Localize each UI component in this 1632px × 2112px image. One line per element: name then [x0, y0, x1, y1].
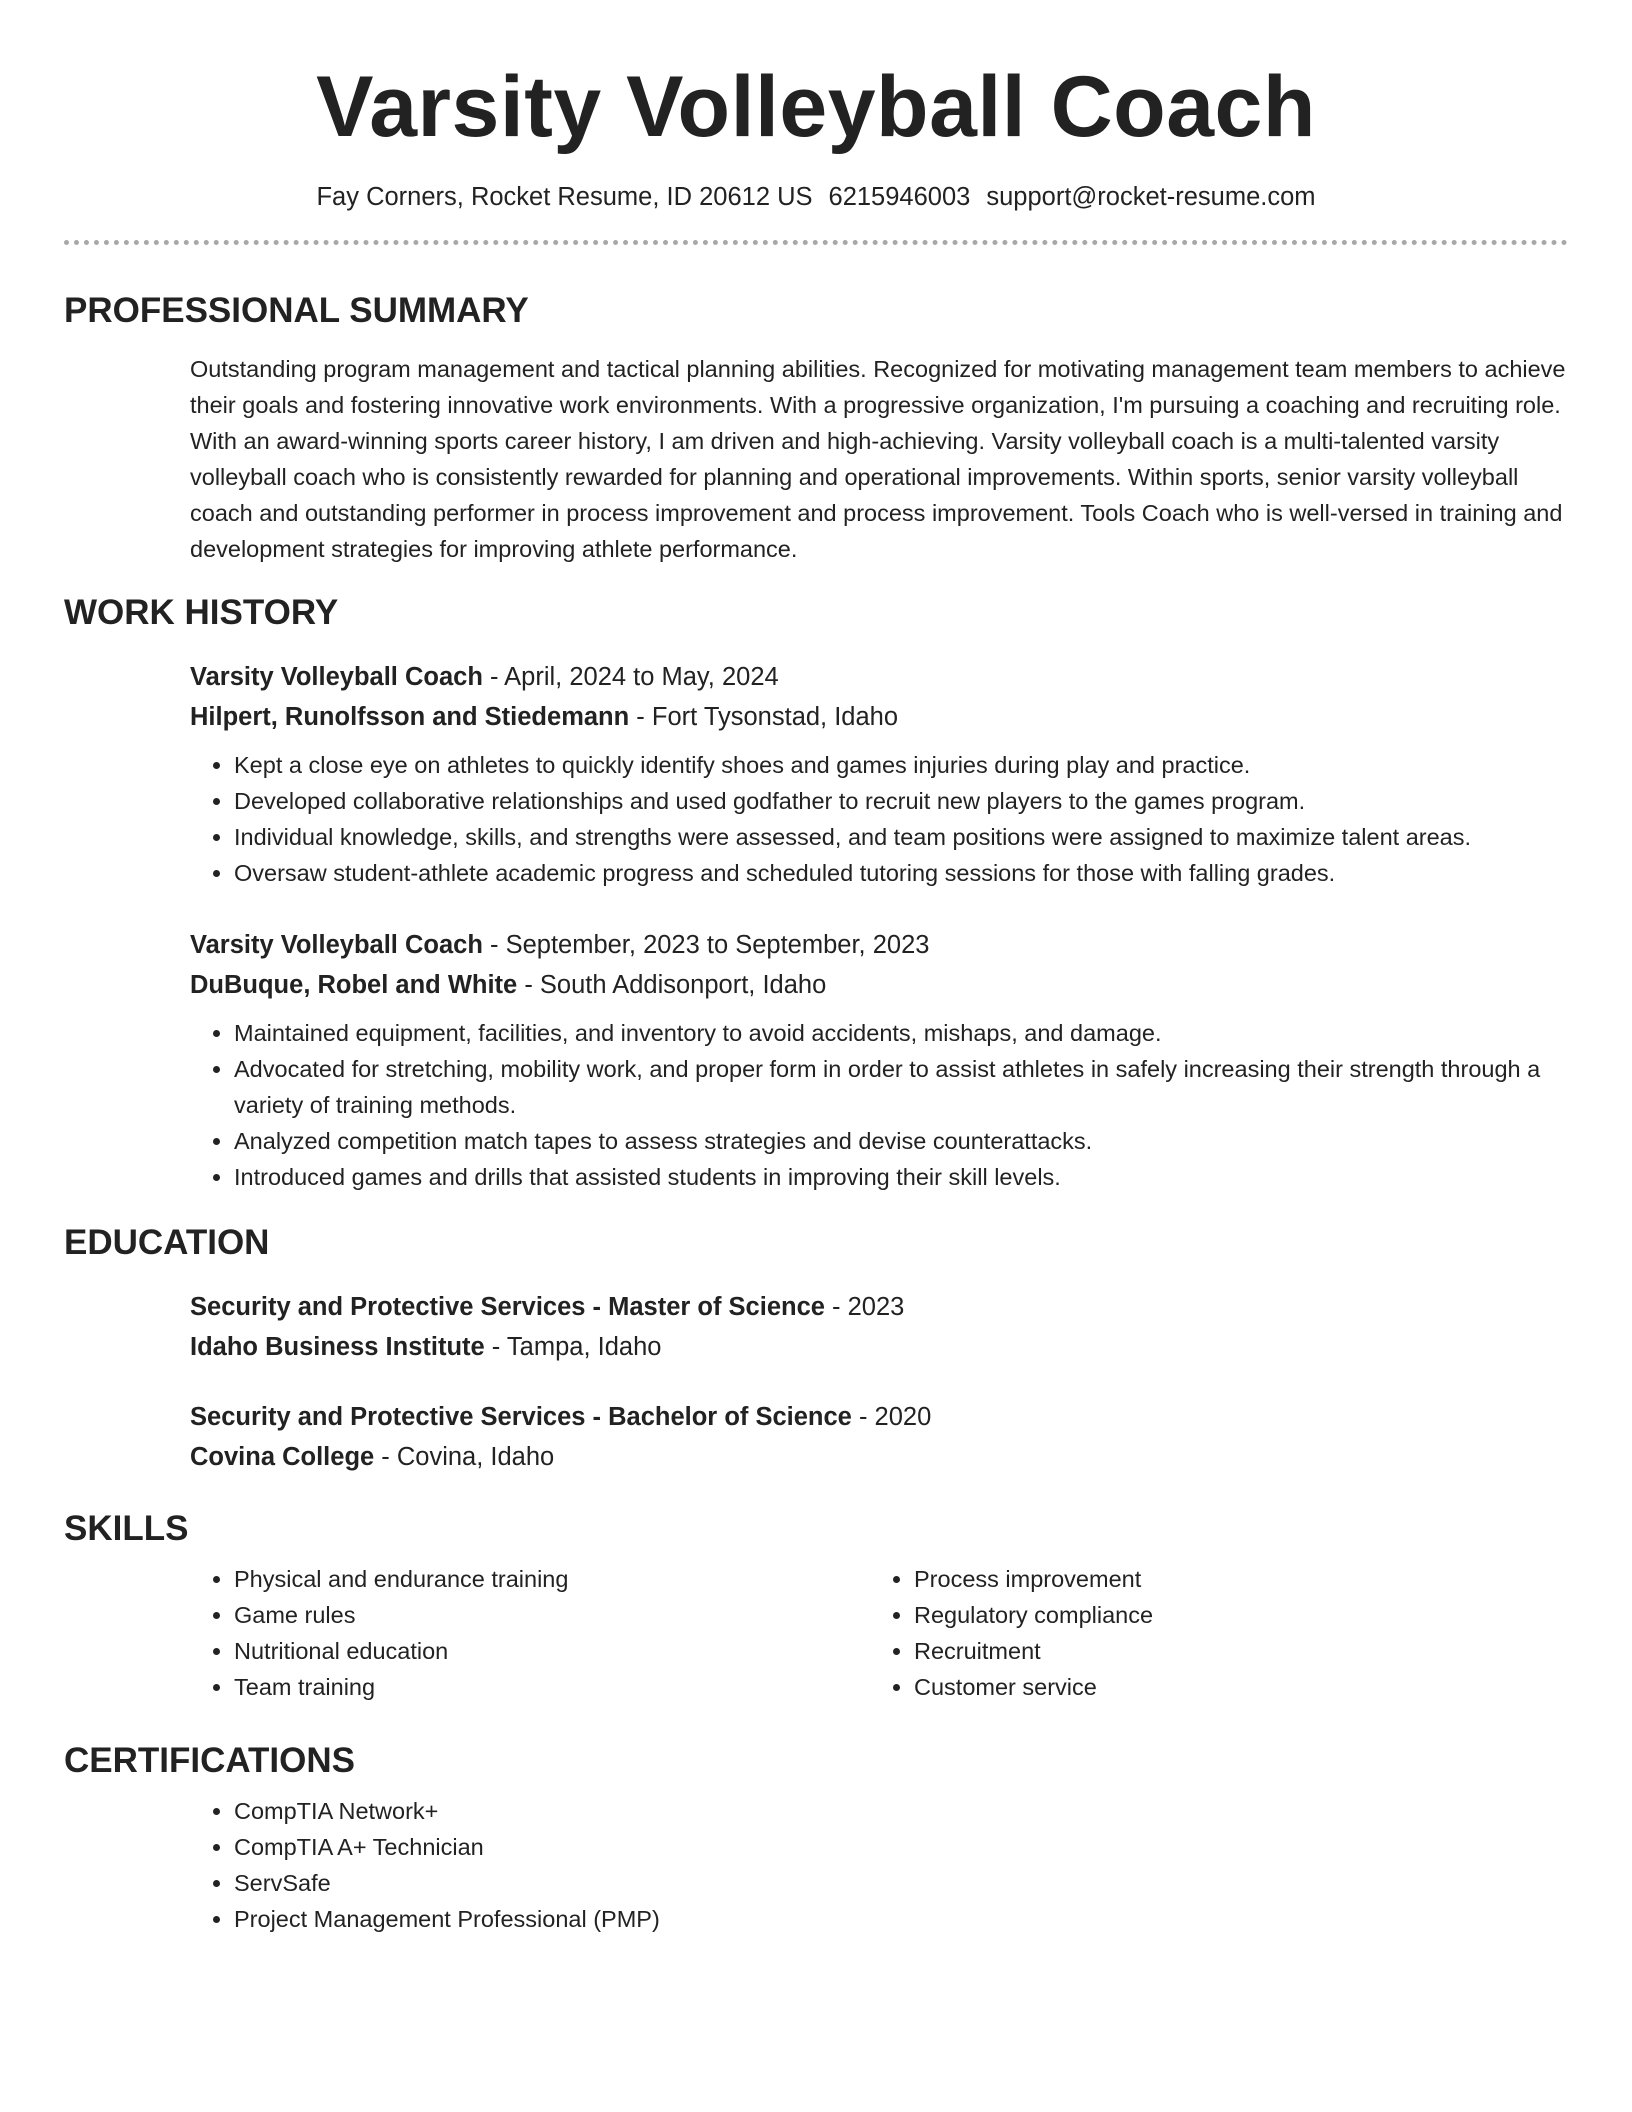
- skill-item: • Team training: [234, 1669, 870, 1705]
- education-degree-line: [190, 1287, 1568, 1327]
- education-entry: [190, 1287, 1568, 1367]
- education-location: - Covina, Idaho: [374, 1443, 555, 1471]
- skills-column-right: [870, 1561, 1550, 1705]
- education-degree-line: [190, 1397, 1568, 1437]
- contact-email: support@rocket-resume.com: [986, 183, 1316, 211]
- contact-line: [64, 180, 1568, 214]
- education-school-line: [190, 1327, 1568, 1367]
- certification-item: • CompTIA A+ Technician: [234, 1829, 1568, 1865]
- job-bullet: • Developed collaborative relationships and used godfather to recruit new players to the games program.: [234, 783, 1568, 819]
- education-degree: Security and Protective Services - Bachelor of Science: [190, 1403, 852, 1431]
- job-company-line: [190, 697, 1568, 737]
- skill-item: • Game rules: [234, 1597, 870, 1633]
- skills-column-left: [190, 1561, 870, 1705]
- resume-name: Varsity Volleyball Coach: [316, 59, 1316, 155]
- job-location: - Fort Tysonstad, Idaho: [629, 703, 899, 731]
- job-company-line: [190, 965, 1568, 1005]
- education-year: - 2023: [824, 1293, 905, 1321]
- section-title-work-history: WORK HISTORY: [64, 593, 339, 632]
- certification-item: • Project Management Professional (PMP): [234, 1901, 1568, 1937]
- education-entry: [190, 1397, 1568, 1477]
- certification-item: • CompTIA Network+: [234, 1793, 1568, 1829]
- job-bullet: • Introduced games and drills that assisted students in improving their skill levels.: [234, 1159, 1568, 1195]
- job-dates: - April, 2024 to May, 2024: [482, 663, 779, 691]
- certifications-block: [190, 1793, 1568, 1937]
- job-bullet: • Maintained equipment, facilities, and inventory to avoid accidents, mishaps, and damage.: [234, 1015, 1568, 1051]
- education-school: Idaho Business Institute: [190, 1333, 485, 1361]
- job-company: DuBuque, Robel and White: [190, 971, 518, 999]
- job-bullet: • Oversaw student-athlete academic progress and scheduled tutoring sessions for those with falling grades.: [234, 855, 1568, 891]
- skill-item: • Process improvement: [914, 1561, 1550, 1597]
- header-divider: [64, 240, 1568, 245]
- section-title-education: EDUCATION: [64, 1223, 270, 1262]
- skills-list-left: [190, 1561, 870, 1705]
- contact-phone: 6215946003: [828, 183, 971, 211]
- job-bullet: • Advocated for stretching, mobility work, and proper form in order to assist athletes in safely increasing their strength through a variety of training methods.: [234, 1051, 1568, 1123]
- skills-list-right: [870, 1561, 1550, 1705]
- job-role: Varsity Volleyball Coach: [190, 931, 483, 959]
- job-bullet: • Individual knowledge, skills, and strengths were assessed, and team positions were assigned to maximize talent areas.: [234, 819, 1568, 855]
- job-entry: [190, 925, 1568, 1195]
- job-role-line: [190, 925, 1568, 965]
- skill-item: • Recruitment: [914, 1633, 1550, 1669]
- job-entry: [190, 657, 1568, 891]
- certifications-list: [190, 1793, 1568, 1937]
- education-degree: Security and Protective Services - Master of Science: [190, 1293, 825, 1321]
- skill-item: • Nutritional education: [234, 1633, 870, 1669]
- job-location: - South Addisonport, Idaho: [517, 971, 827, 999]
- job-role-line: [190, 657, 1568, 697]
- section-title-skills: SKILLS: [64, 1509, 189, 1548]
- section-title-summary: PROFESSIONAL SUMMARY: [64, 291, 529, 330]
- certification-item: • ServSafe: [234, 1865, 1568, 1901]
- education-year: - 2020: [851, 1403, 932, 1431]
- job-bullet: • Analyzed competition match tapes to assess strategies and devise counterattacks.: [234, 1123, 1568, 1159]
- skill-item: • Physical and endurance training: [234, 1561, 870, 1597]
- section-title-certifications: CERTIFICATIONS: [64, 1741, 356, 1780]
- skill-item: • Regulatory compliance: [914, 1597, 1550, 1633]
- skills-columns: [190, 1561, 1568, 1705]
- education-location: - Tampa, Idaho: [484, 1333, 662, 1361]
- job-bullets: [190, 747, 1568, 891]
- contact-address: Fay Corners, Rocket Resume, ID 20612 US: [316, 183, 813, 211]
- job-dates: - September, 2023 to September, 2023: [482, 931, 930, 959]
- education-school: Covina College: [190, 1443, 375, 1471]
- job-bullets: [190, 1015, 1568, 1195]
- job-bullet: • Kept a close eye on athletes to quickly identify shoes and games injuries during play and practice.: [234, 747, 1568, 783]
- job-role: Varsity Volleyball Coach: [190, 663, 483, 691]
- summary-text: Outstanding program management and tactical planning abilities. Recognized for motivating management team members to achieve their goals and fostering innovative work environments. With a progressive organization, I'm pursuing a coaching and recruiting role. With an award-winning sports career history, I am driven and high-achieving. Varsity volleyball coach is a multi-talented varsity volleyball coach who is consistently rewarded for planning and operational improvements. Within sports, senior varsity volleyball coach and outstanding performer in process improvement and process improvement. Tools Coach who is well-versed in training and development strategies for improving athlete performance.: [190, 356, 1566, 562]
- education-school-line: [190, 1437, 1568, 1477]
- job-company: Hilpert, Runolfsson and Stiedemann: [190, 703, 630, 731]
- skill-item: • Customer service: [914, 1669, 1550, 1705]
